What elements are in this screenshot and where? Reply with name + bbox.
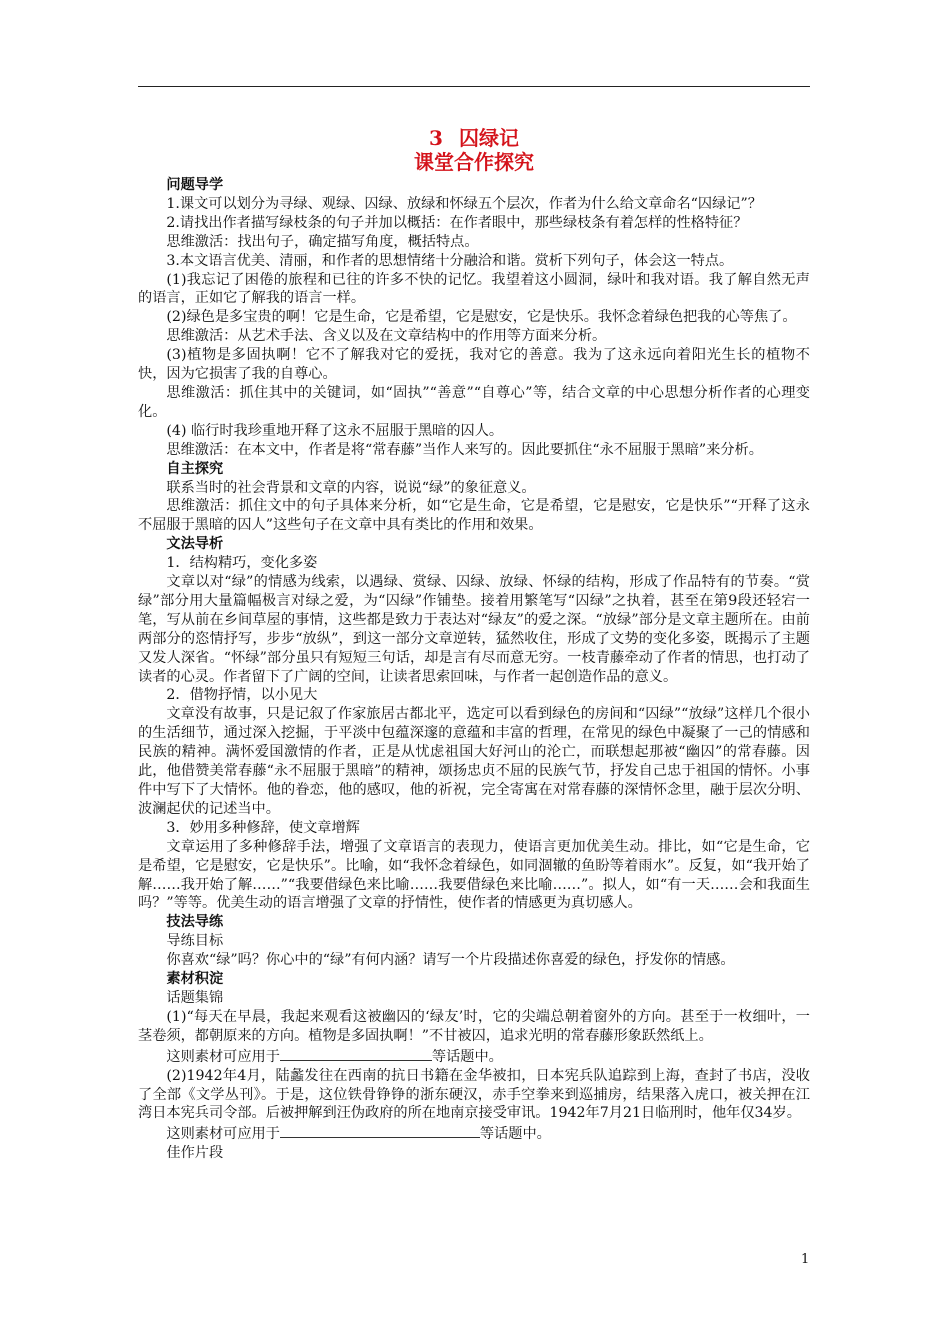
lesson-name: 囚绿记 [458, 126, 519, 150]
section-wenti [138, 176, 810, 460]
question-3-4: (4) 临行时我珍重地开释了这永不屈服于黑暗的囚人。 [166, 422, 504, 439]
jifa-text: 你喜欢“绿”吗？你心中的“绿”有何内涵？请写一个片段描述你喜爱的绿色，抒发你的情感。 [166, 952, 735, 969]
sucai-subheading: 话题集锦 [166, 989, 224, 1006]
section-heading: 问题导学 [166, 177, 224, 193]
material-2: (2)1942年4月，陆蠡发往在西南的抗日书籍在金华被扣，日本宪兵队追踪到上海，查封了书店，没收了全部《文学丛刊》。于是，这位铁骨铮铮的浙东硬汉，赤手空拳来到巡捕房，结果落入虎口，被关押在江湾日本宪兵司令部。后被押解到汪伪政府的所在地南京接受审讯。1942年7月21日临刑时，他年仅34岁。 [138, 1067, 810, 1122]
page-number: 1 [801, 1252, 810, 1267]
section-heading: 素材积淀 [166, 971, 224, 988]
answer-blank[interactable] [280, 1046, 432, 1061]
document-body [138, 126, 810, 1163]
question-3-1: (1)我忘记了困倦的旅程和已往的许多不快的记忆。我望着这小圆洞，绿叶和我对语。我了解自然无声的语言，正如它了解我的语言一样。 [138, 271, 810, 307]
question-3-3: (3)植物是多固执啊！它不了解我对它的爱抚，我对它的善意。我为了这永远向着阳光生长的植物不快，因为它损害了我的自尊心。 [138, 347, 810, 383]
question-1: 1.课文可以划分为寻绿、观绿、囚绿、放绿和怀绿五个层次，作者为什么给文章命名“囚绿记”？ [166, 195, 762, 212]
usage-prefix: 这则素材可应用于 [166, 1126, 280, 1143]
section-heading: 技法导练 [166, 914, 224, 931]
question-2-hint: 思维激活：找出句子，确定描写角度，概括特点。 [166, 233, 479, 250]
question-2: 2.请找出作者描写绿枝条的句子并加以概括：在作者眼中，那些绿枝条有着怎样的性格特征？ [166, 214, 748, 231]
section-jifa [138, 913, 810, 970]
zizhu-text: 联系当时的社会背景和文章的内容，说说“绿”的象征意义。 [166, 479, 536, 496]
material-1-usage [138, 1046, 810, 1067]
wenfa-point-3-text: 文章运用了多种修辞手法，增强了文章语言的表现力，使语言更加优美生动。排比，如“它是生命，它是希望，它是慰安，它是快乐”。比喻，如“我怀念着绿色，如同涸辙的鱼盼等着雨水”。反复，如“我开始了解……我开始了解……”“我要借绿色来比喻……我要借绿色来比喻……”。拟人，如“有一天……会和我面生吗？”等等。优美生动的语言增强了文章的抒情性，使作者的情感更为真切感人。 [138, 838, 810, 912]
question-3-2-hint: 思维激活：从艺术手法、含义以及在文章结构中的作用等方面来分析。 [166, 328, 607, 345]
section-heading: 自主探究 [166, 460, 224, 477]
lesson-number: 3 [429, 126, 443, 150]
wenfa-point-1-text: 文章以对“绿”的情感为线索，以遇绿、赏绿、囚绿、放绿、怀绿的结构，形成了作品特有的节奏。“赏绿”部分用大量篇幅极言对绿之爱，为“囚绿”作铺垫。接着用繁笔写“囚绿”之执着，甚至在第9段还轻宕一笔，写从前在乡间草屋的事情，这些都是致力于表达对“绿友”的爱之深。“放绿”部分是文章主题所在。由前两部分的恣情抒写，步步“放纵”，到这一部分文章逆转，猛然收住，形成了文势的变化多姿，既揭示了主题又发人深省。“怀绿”部分虽只有短短三句话，却是言有尽而意无穷。一枝青藤牵动了作者的情思，也打动了读者的心灵。作者留下了广阔的空间，让读者思索回味，与作者一起创造作品的意义。 [138, 574, 810, 685]
wenfa-point-1-title: 1．结构精巧，变化多姿 [166, 555, 318, 572]
answer-blank[interactable] [280, 1123, 480, 1138]
question-3-2: (2)绿色是多宝贵的啊！它是生命，它是希望，它是慰安，它是快乐。我怀念着绿色把我的心等焦了。 [166, 309, 797, 326]
question-3-3-hint: 思维激活：抓住其中的关键词，如“固执”“善意”“自尊心”等，结合文章的中心思想分析作者的心理变化。 [138, 384, 810, 420]
usage-prefix: 这则素材可应用于 [166, 1048, 280, 1065]
wenfa-point-2-text: 文章没有故事，只是记叙了作家旅居古都北平，选定可以看到绿色的房间和“囚绿”“放绿”这样几个很小的生活细节，通过深入挖掘，于平淡中包蕴深邃的意蕴和丰富的哲理，在常见的绿色中凝聚了一己的情感和民族的精神。满怀爱国激情的作者，正是从忧虑祖国大好河山的沦亡，而联想起那被“幽囚”的常春藤。因此，他借赞美常春藤“永不屈服于黑暗”的精神，颂扬忠贞不屈的民族气节，抒发自己忠于祖国的情怀。小事件中写下了大情怀。他的眷恋，他的感叹，他的祈祝，完全寄寓在对常春藤的深情怀念里，融于层次分明、波澜起伏的记述当中。 [138, 706, 810, 817]
section-zizhu [138, 460, 810, 536]
material-1: (1)“每天在早晨，我起来观看这被幽囚的‘绿友’时，它的尖端总朝着窗外的方向。甚至于一枚细叶，一茎卷须，都朝原来的方向。植物是多固执啊！”不甘被囚，追求光明的常春藤形象跃然纸上。 [138, 1008, 810, 1044]
wenfa-point-3-title: 3．妙用多种修辞，使文章增辉 [166, 819, 360, 836]
sucai-tail: 佳作片段 [166, 1145, 224, 1162]
question-3-4-hint: 思维激活：在本文中，作者是将“常春藤”当作人来写的。因此要抓住“永不屈服于黑暗”来分析。 [166, 441, 763, 458]
section-sucai [138, 970, 810, 1163]
wenfa-point-2-title: 2．借物抒情，以小见大 [166, 687, 318, 704]
zizhu-hint: 思维激活：抓住文中的句子具体来分析，如“它是生命，它是希望，它是慰安，它是快乐”“开释了这永不屈服于黑暗的囚人”这些句子在文章中具有类比的作用和效果。 [138, 498, 810, 534]
section-wenfa [138, 535, 810, 913]
section-heading: 文法导析 [166, 536, 224, 553]
usage-suffix: 等话题中。 [479, 1126, 551, 1143]
jifa-subheading: 导练目标 [166, 933, 224, 950]
usage-suffix: 等话题中。 [431, 1048, 503, 1065]
lesson-subtitle: 课堂合作探究 [414, 150, 534, 174]
material-2-usage [138, 1123, 810, 1144]
question-3: 3.本文语言优美、清丽，和作者的思想情绪十分融洽和谐。赏析下列句子，体会这一特点。 [166, 252, 734, 269]
lesson-title [138, 126, 810, 150]
header-rule [138, 86, 810, 87]
